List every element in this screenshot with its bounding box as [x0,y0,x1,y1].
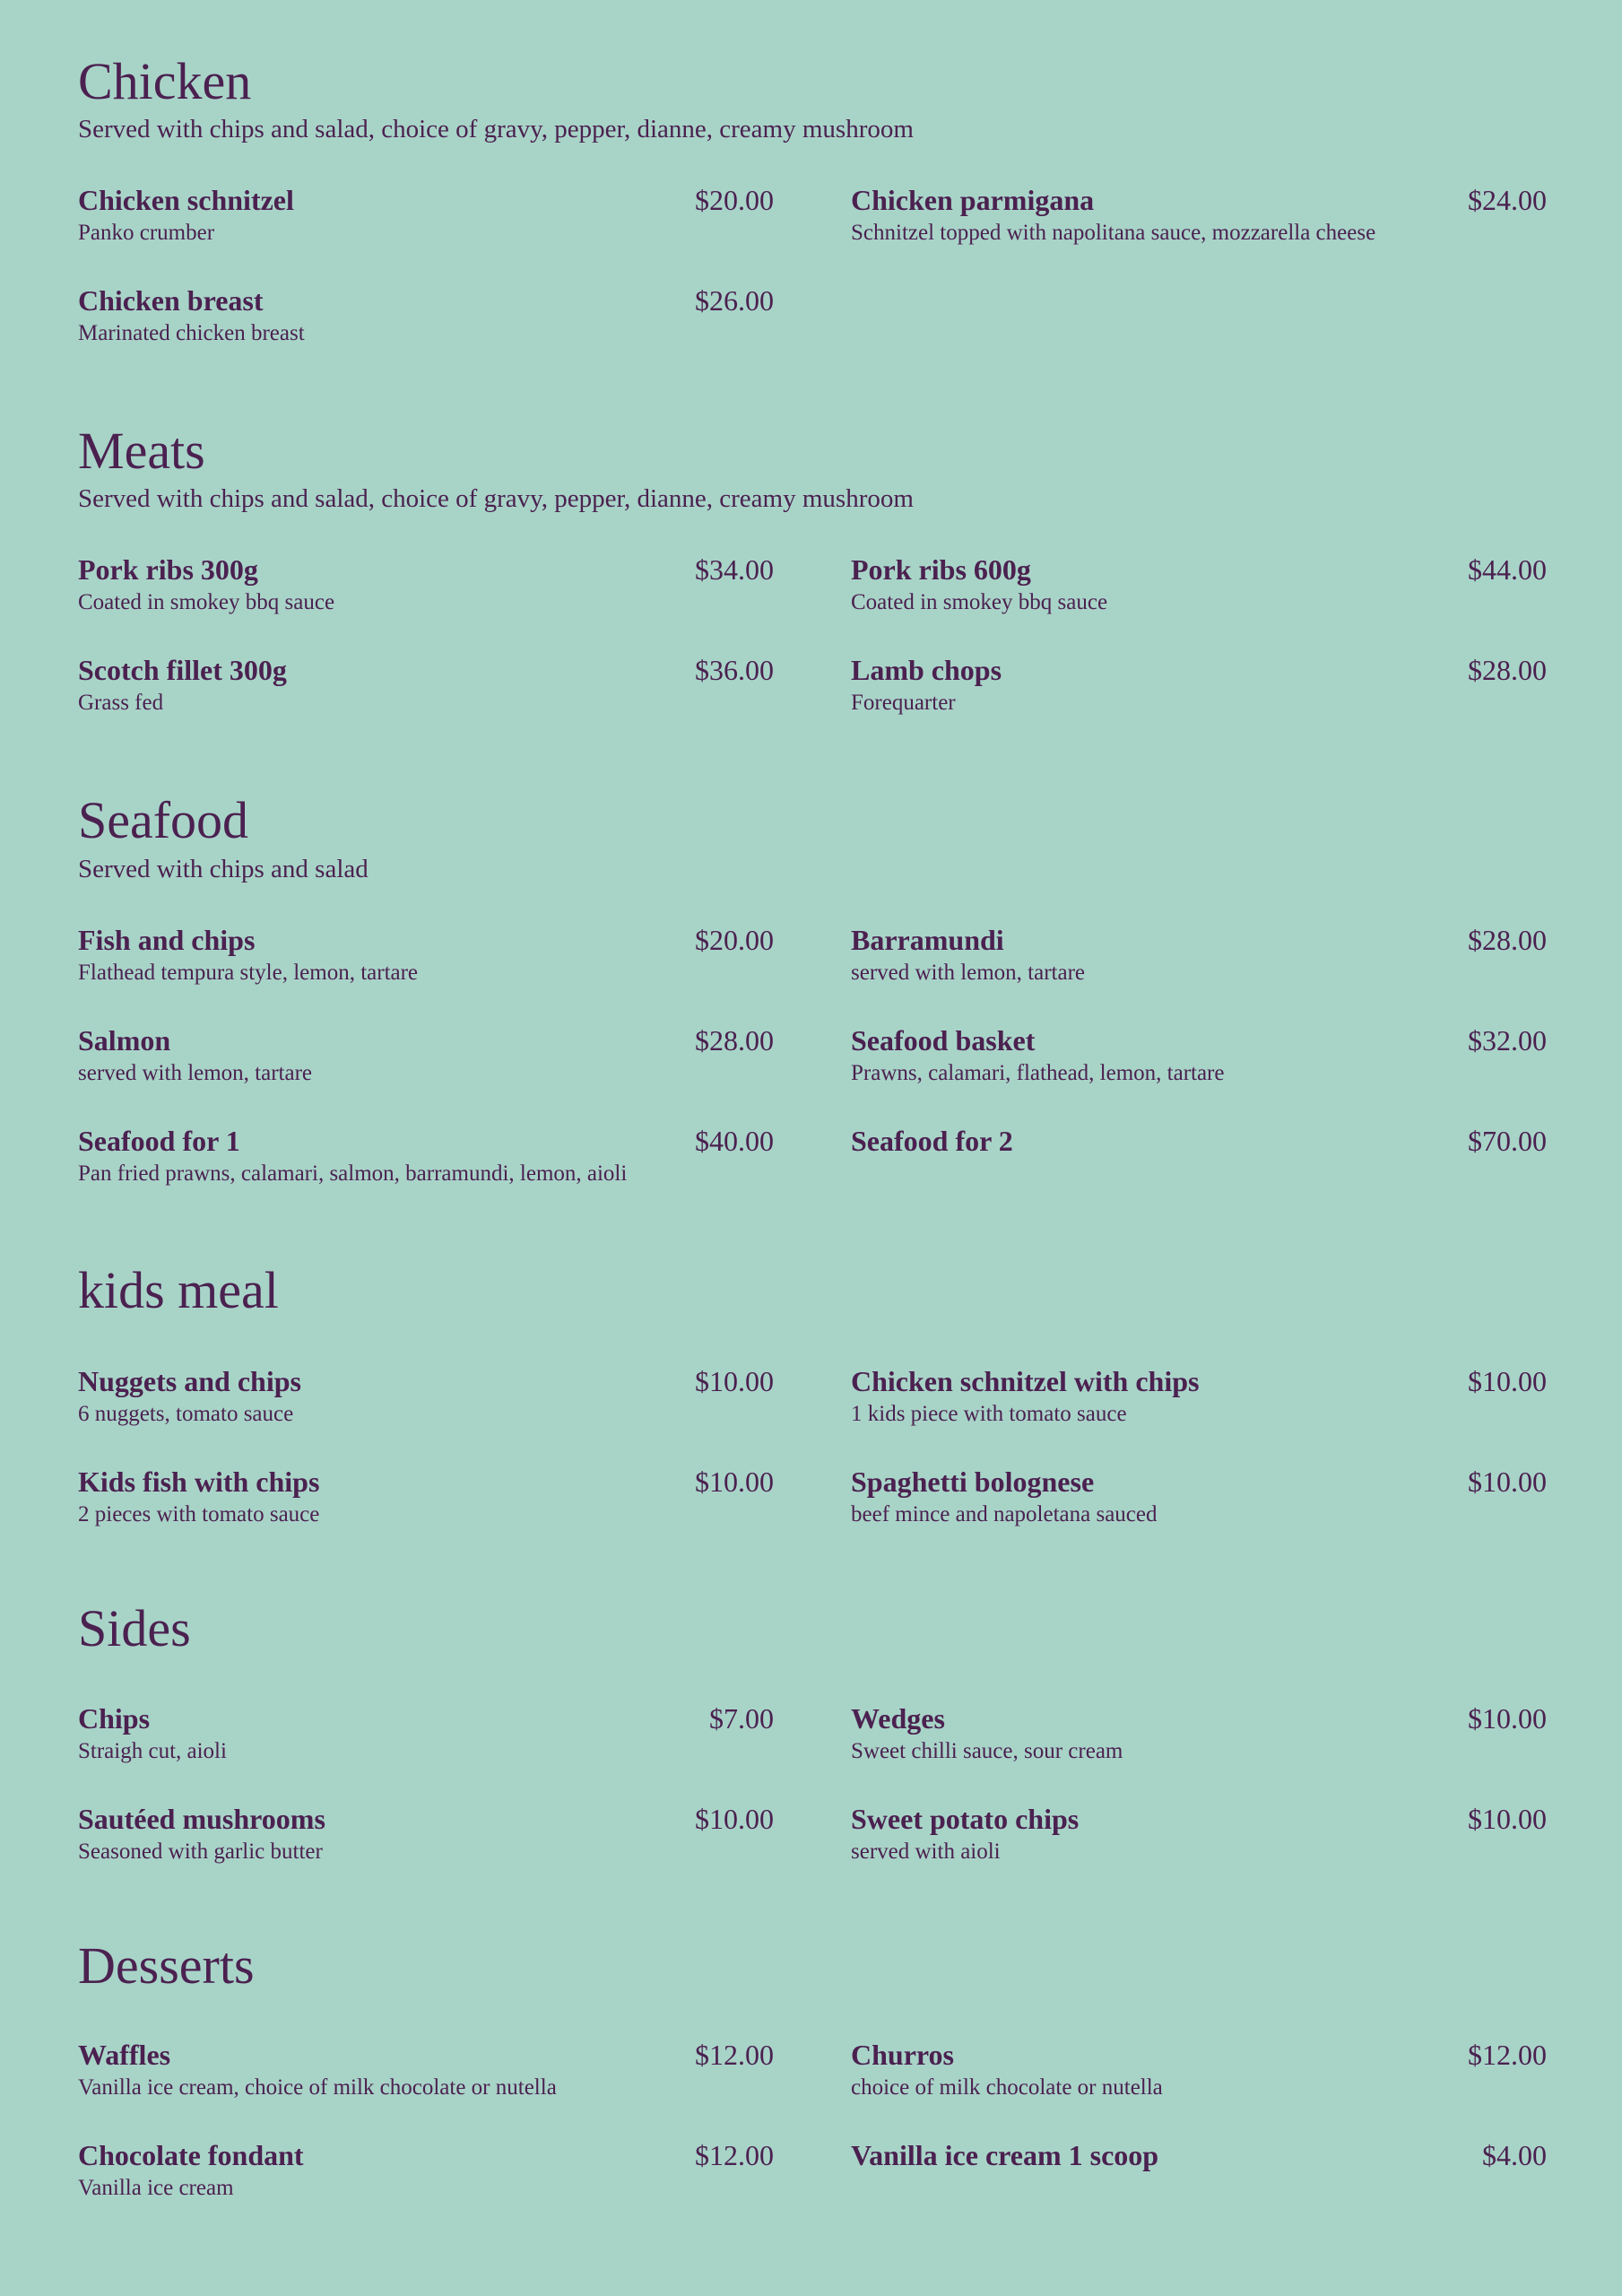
item-name: Pork ribs 300g [78,553,258,586]
item-description: Forequarter [851,691,956,715]
item-description: Vanilla ice cream, choice of milk chocolate or nutella [78,2075,557,2100]
item-name: Sweet potato chips [851,1803,1080,1835]
item-name: Seafood for 1 [78,1125,240,1157]
item-price: $10.00 [1468,1465,1547,1498]
item-price: $12.00 [695,2139,774,2171]
item-name: Seafood basket [851,1024,1036,1057]
item-price: $10.00 [1468,1803,1547,1835]
item-description: Seasoned with garlic butter [78,1839,323,1864]
item-price: $10.00 [695,1465,774,1498]
item-description: Prawns, calamari, flathead, lemon, tartare [851,1061,1225,1085]
item-price: $28.00 [695,1024,774,1057]
item-description: served with lemon, tartare [78,1061,313,1085]
item-price: $12.00 [695,2039,774,2071]
item-price: $32.00 [1468,1024,1547,1057]
item-price: $26.00 [695,284,774,317]
item-description: 1 kids piece with tomato sauce [851,1402,1127,1426]
section-title: kids meal [78,1261,279,1319]
section-title: Desserts [78,1936,255,1995]
item-name: Chicken breast [78,284,264,317]
item-description: Schnitzel topped with napolitana sauce, mozzarella cheese [851,221,1376,245]
item-description: beef mince and napoletana sauced [851,1502,1158,1526]
item-price: $20.00 [695,924,774,956]
item-description: Vanilla ice cream [78,2176,234,2200]
item-description: Sweet chilli sauce, sour cream [851,1739,1123,1763]
item-price: $10.00 [1468,1702,1547,1735]
item-name: Seafood for 2 [851,1125,1013,1157]
item-price: $10.00 [1468,1365,1547,1397]
item-name: Lamb chops [851,654,1002,686]
item-price: $4.00 [1482,2139,1547,2171]
item-name: Chocolate fondant [78,2139,304,2171]
item-description: Straigh cut, aioli [78,1739,227,1763]
item-name: Waffles [78,2039,171,2071]
item-price: $36.00 [695,654,774,686]
item-price: $24.00 [1468,184,1547,216]
item-description: choice of milk chocolate or nutella [851,2075,1163,2100]
item-price: $10.00 [695,1365,774,1397]
item-description: Coated in smokey bbq sauce [78,590,335,614]
item-description: served with aioli [851,1839,1001,1864]
item-name: Chicken schnitzel with chips [851,1365,1200,1397]
item-price: $10.00 [695,1803,774,1835]
item-name: Pork ribs 600g [851,553,1031,586]
section-subtitle: Served with chips and salad, choice of gravy, pepper, dianne, creamy mushroom [78,484,914,513]
item-name: Kids fish with chips [78,1465,320,1498]
item-price: $12.00 [1468,2039,1547,2071]
item-price: $40.00 [695,1125,774,1157]
item-name: Nuggets and chips [78,1365,301,1397]
item-name: Barramundi [851,924,1004,956]
item-name: Sautéed mushrooms [78,1803,325,1835]
item-name: Chicken schnitzel [78,184,294,216]
item-price: $70.00 [1468,1125,1547,1157]
item-price: $20.00 [695,184,774,216]
item-name: Chicken parmigana [851,184,1095,216]
section-title: Chicken [78,52,252,110]
item-name: Scotch fillet 300g [78,654,287,686]
item-description: Pan fried prawns, calamari, salmon, barramundi, lemon, aioli [78,1161,628,1186]
section-title: Sides [78,1599,191,1657]
item-name: Fish and chips [78,924,256,956]
item-description: Marinated chicken breast [78,321,305,345]
section-title: Seafood [78,791,249,849]
item-price: $28.00 [1468,654,1547,686]
item-name: Chips [78,1702,151,1735]
item-price: $7.00 [709,1702,774,1735]
item-name: Wedges [851,1702,945,1735]
item-price: $28.00 [1468,924,1547,956]
item-name: Spaghetti bolognese [851,1465,1095,1498]
item-description: 2 pieces with tomato sauce [78,1502,320,1526]
item-description: served with lemon, tartare [851,961,1086,985]
item-name: Vanilla ice cream 1 scoop [851,2139,1159,2171]
item-description: Coated in smokey bbq sauce [851,590,1108,614]
item-description: Flathead tempura style, lemon, tartare [78,961,419,985]
section-title: Meats [78,422,205,480]
section-subtitle: Served with chips and salad [78,855,369,883]
item-price: $44.00 [1468,553,1547,586]
item-price: $34.00 [695,553,774,586]
item-name: Salmon [78,1024,171,1057]
item-description: Grass fed [78,691,164,715]
section-subtitle: Served with chips and salad, choice of gravy, pepper, dianne, creamy mushroom [78,115,914,144]
item-name: Churros [851,2039,954,2071]
item-description: 6 nuggets, tomato sauce [78,1402,294,1426]
item-description: Panko crumber [78,221,215,245]
